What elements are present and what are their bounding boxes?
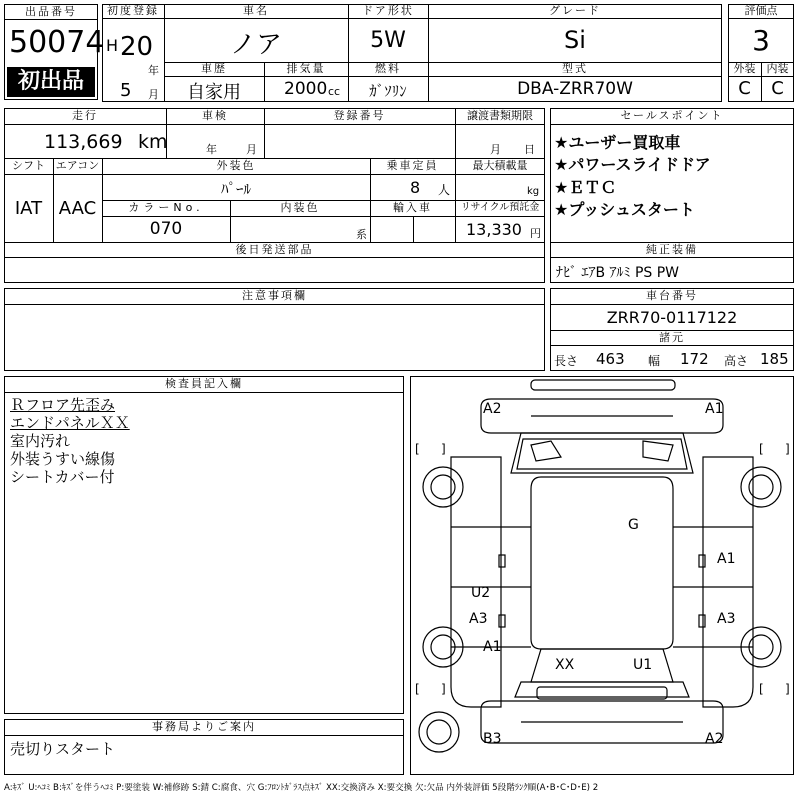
width-label: 幅 [648, 354, 661, 368]
length-value: 463 [596, 350, 625, 368]
first-reg-label: 初度登録 [107, 4, 159, 17]
ac-label: エアコン [55, 159, 100, 172]
damage-mark: B3 [483, 731, 502, 747]
inspector-remark: エンドパネルＸＸ [10, 414, 130, 432]
inspection-year-unit: 年 [206, 143, 217, 156]
interior-grade: C [771, 78, 784, 99]
svg-text:]: ] [441, 442, 446, 456]
svg-text:[: [ [415, 682, 420, 696]
lot-label: 出品番号 [5, 5, 97, 20]
load-label: 最大積載量 [472, 159, 528, 172]
office-text: 売切りスタート [10, 740, 116, 758]
damage-mark: XX [555, 657, 575, 673]
damage-mark: U1 [633, 657, 653, 673]
equipment-value: ﾅﾋﾞ ｴｱB ｱﾙﾐ PS PW [556, 265, 680, 281]
model-label: 型式 [562, 62, 588, 75]
svg-text:[: [ [759, 682, 764, 696]
damage-mark: A2 [483, 401, 502, 417]
import-label: 輸入車 [393, 201, 432, 214]
damage-mark: A2 [705, 731, 724, 747]
interior-color-unit: 系 [356, 228, 367, 241]
displacement-value: 2000 [284, 79, 328, 99]
svg-text:[: [ [415, 442, 420, 456]
transfer-label: 譲渡書類期限 [467, 109, 533, 122]
recycle-label: リサイクル預託金 [460, 202, 540, 213]
color-label: 外装色 [216, 159, 256, 172]
height-label: 高さ [724, 354, 749, 368]
fuel-label: 燃料 [375, 62, 401, 75]
color-value: ﾊﾟｰﾙ [220, 180, 251, 198]
chassis-label: 車台番号 [646, 289, 698, 302]
damage-mark: A1 [705, 401, 724, 417]
inspector-remark: 室内汚れ [10, 432, 71, 450]
lot-number: 50074 [9, 25, 105, 60]
recycle-value: 13,330 [466, 220, 522, 239]
reg-no-label: 登録番号 [333, 109, 386, 122]
lot-box [4, 4, 105, 100]
length-label: 長さ [554, 354, 579, 368]
transfer-day-unit: 日 [524, 143, 535, 156]
damage-mark: U2 [471, 585, 491, 601]
recycle-unit: 円 [530, 227, 541, 240]
color-no-value: 070 [149, 219, 183, 239]
fuel-value: ｶﾞｿﾘﾝ [369, 82, 407, 100]
first-listing-badge: 初出品 [7, 67, 95, 97]
exterior-label: 外装 [733, 62, 756, 75]
mileage-unit: km [138, 131, 168, 153]
era: H [106, 36, 119, 55]
sales-point-item: ★プッシュスタート [554, 200, 695, 219]
equipment-label: 純正装備 [646, 243, 698, 256]
svg-text:]: ] [785, 442, 790, 456]
interior-color-label: 内装色 [280, 201, 320, 214]
transfer-month-unit: 月 [490, 143, 501, 156]
ac-value: AAC [58, 198, 97, 219]
svg-text:[: [ [759, 442, 764, 456]
month-unit: 月 [148, 88, 159, 101]
capacity-label: 乗車定員 [386, 159, 439, 172]
sales-point-item: ★ユーザー買取車 [554, 133, 681, 152]
office-label: 事務局よりご案内 [152, 720, 256, 733]
damage-mark: A1 [717, 551, 736, 567]
shift-label: シフト [12, 159, 45, 172]
inspection-label: 車検 [202, 109, 228, 122]
capacity-value: 8 [410, 178, 421, 197]
history-value: 自家用 [187, 82, 241, 103]
damage-diagram [410, 376, 794, 775]
grade-value: Si [564, 26, 586, 54]
reg-year: 20 [120, 32, 154, 62]
inspection-month-unit: 月 [246, 143, 257, 156]
damage-mark: A3 [469, 611, 488, 627]
damage-mark: G [628, 517, 639, 533]
history-label: 車歴 [201, 62, 227, 75]
door-label: ドア形状 [362, 4, 414, 17]
car-name: ノア [229, 30, 282, 60]
score-label: 評価点 [744, 4, 778, 17]
notes-label: 注意事項欄 [242, 289, 307, 302]
svg-text:]: ] [441, 682, 446, 696]
load-unit: kg [527, 186, 540, 197]
shift-value: IAT [14, 198, 43, 219]
later-parts-label: 後日発送部品 [235, 243, 314, 256]
mileage-label: 走行 [72, 109, 98, 122]
car-name-label: 車名 [243, 4, 269, 17]
svg-text:]: ] [785, 682, 790, 696]
score-value: 3 [752, 24, 770, 57]
dims-label: 諸元 [659, 331, 685, 344]
exterior-grade: C [738, 78, 751, 99]
door-value: 5W [370, 28, 406, 53]
grade-label: グレード [549, 4, 601, 17]
damage-mark: A3 [717, 611, 736, 627]
interior-label: 内装 [766, 62, 789, 75]
sales-point-item: ★ＥＴＣ [554, 178, 617, 197]
model-value: DBA-ZRR70W [517, 79, 633, 99]
capacity-unit: 人 [438, 183, 451, 197]
car-outline [411, 377, 793, 774]
mileage-value: 113,669 [44, 131, 123, 153]
color-no-label: カラーNo. [128, 201, 204, 214]
inspector-label: 検査員記入欄 [165, 377, 243, 390]
reg-month: 5 [120, 80, 132, 101]
displacement-unit: cc [328, 85, 341, 98]
legend-text: A:ｷｽﾞ U:ﾍｺﾐ B:ｷｽﾞを伴うﾍｺﾐ P:要塗装 W:補修跡 S:錆 C:腐食、穴 G:ﾌﾛﾝﾄｶﾞﾗｽ点ｷｽﾞ XX:交換済み X:要交換 欠:欠品 内外装評価 5段階ﾗﾝｸ順(A･B･C･D･E) 2 [4, 783, 599, 793]
sales-point-item: ★パワースライドドア [554, 155, 711, 174]
damage-mark: A1 [483, 639, 502, 655]
displacement-label: 排気量 [286, 62, 326, 75]
inspector-remark: 外装うすい線傷 [10, 450, 116, 468]
width-value: 172 [680, 350, 709, 368]
inspector-remark: シートカバー付 [10, 468, 115, 486]
chassis-value: ZRR70-0117122 [606, 308, 738, 327]
year-unit: 年 [148, 64, 159, 77]
height-value: 185 [760, 350, 789, 368]
inspector-remark: Ｒフロア先歪み [10, 396, 116, 414]
sales-points-label: セールスポイント [620, 109, 724, 122]
